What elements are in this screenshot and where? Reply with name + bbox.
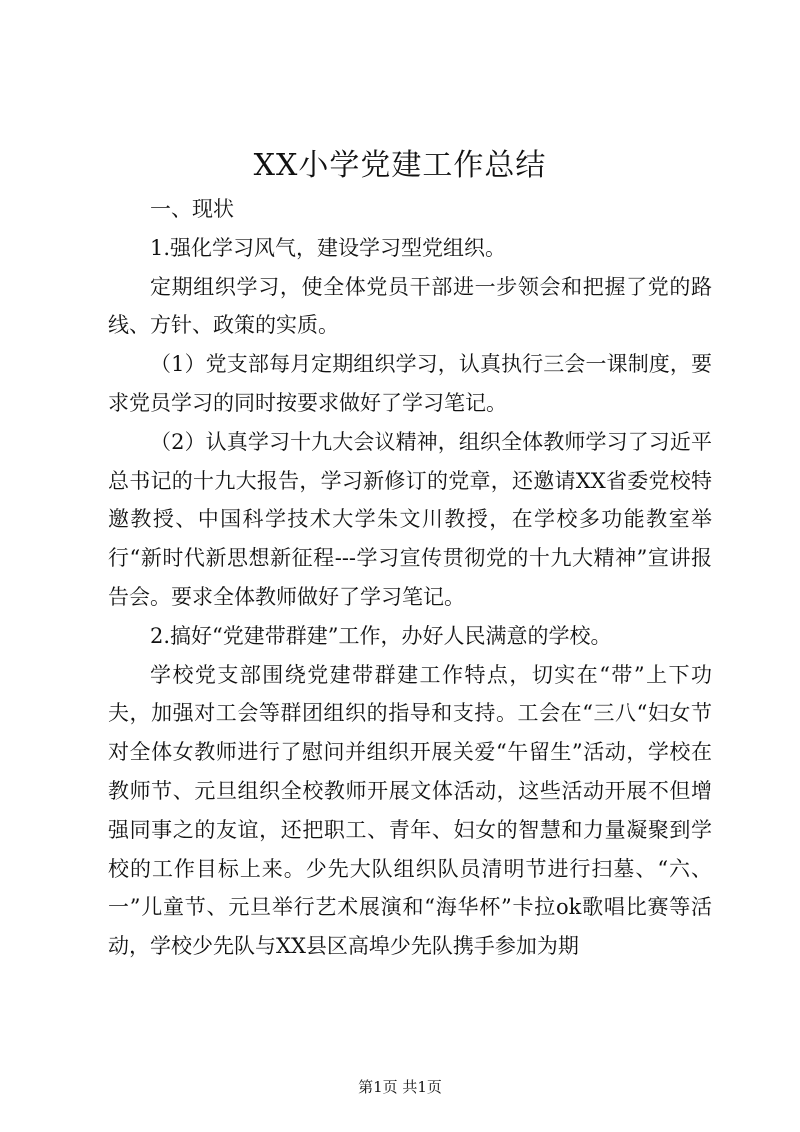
section-heading: 一、现状: [150, 197, 234, 221]
paragraph: 学校党支部围绕党建带群建工作特点，切实在“带”上下功夫，加强对工会等群团组织的指导和支持。工会在“三八“妇女节对全体女教师进行了慰问并组织开展关爱“午留生”活动，学校在教师节、元旦组织全校教师开展文体活动，这些活动开展不但增强同事之的友谊，还把职工、青年、妇女的智慧和力量凝聚到学校的工作目标上来。少先大队组织队员清明节进行扫墓、“六、一”儿童节、元旦举行艺术展演和“海华杯”卡拉ok歌唱比赛等活动，学校少先队与XX县区高埠少先队携手参加为期: [108, 662, 712, 959]
paragraph: 1.强化学习风气，建设学习型党组织。: [150, 235, 507, 260]
paragraph: 定期组织学习，使全体党员干部进一步领会和把握了党的路线、方针、政策的实质。: [108, 274, 712, 338]
paragraph: （1）党支部每月定期组织学习，认真执行三会一课制度，要求党员学习的同时按要求做好了学习笔记。: [108, 352, 712, 415]
document-body: [108, 190, 712, 966]
paragraph: （2）认真学习十九大会议精神，组织全体教师学习了习近平总书记的十九大报告，学习新修订的党章，还邀请XX省委党校特邀教授、中国科学技术大学朱文川教授，在学校多功能教室举行“新时代新思想新征程---学习宣传贯彻党的十九大精神”宣讲报告会。要求全体教师做好了学习笔记。: [108, 429, 712, 609]
document-title: XX小学党建工作总结: [253, 148, 547, 183]
paragraph: 2.搞好“党建带群建”工作，办好人民满意的学校。: [150, 623, 612, 648]
page-footer: 第1页 共1页: [358, 1078, 442, 1096]
